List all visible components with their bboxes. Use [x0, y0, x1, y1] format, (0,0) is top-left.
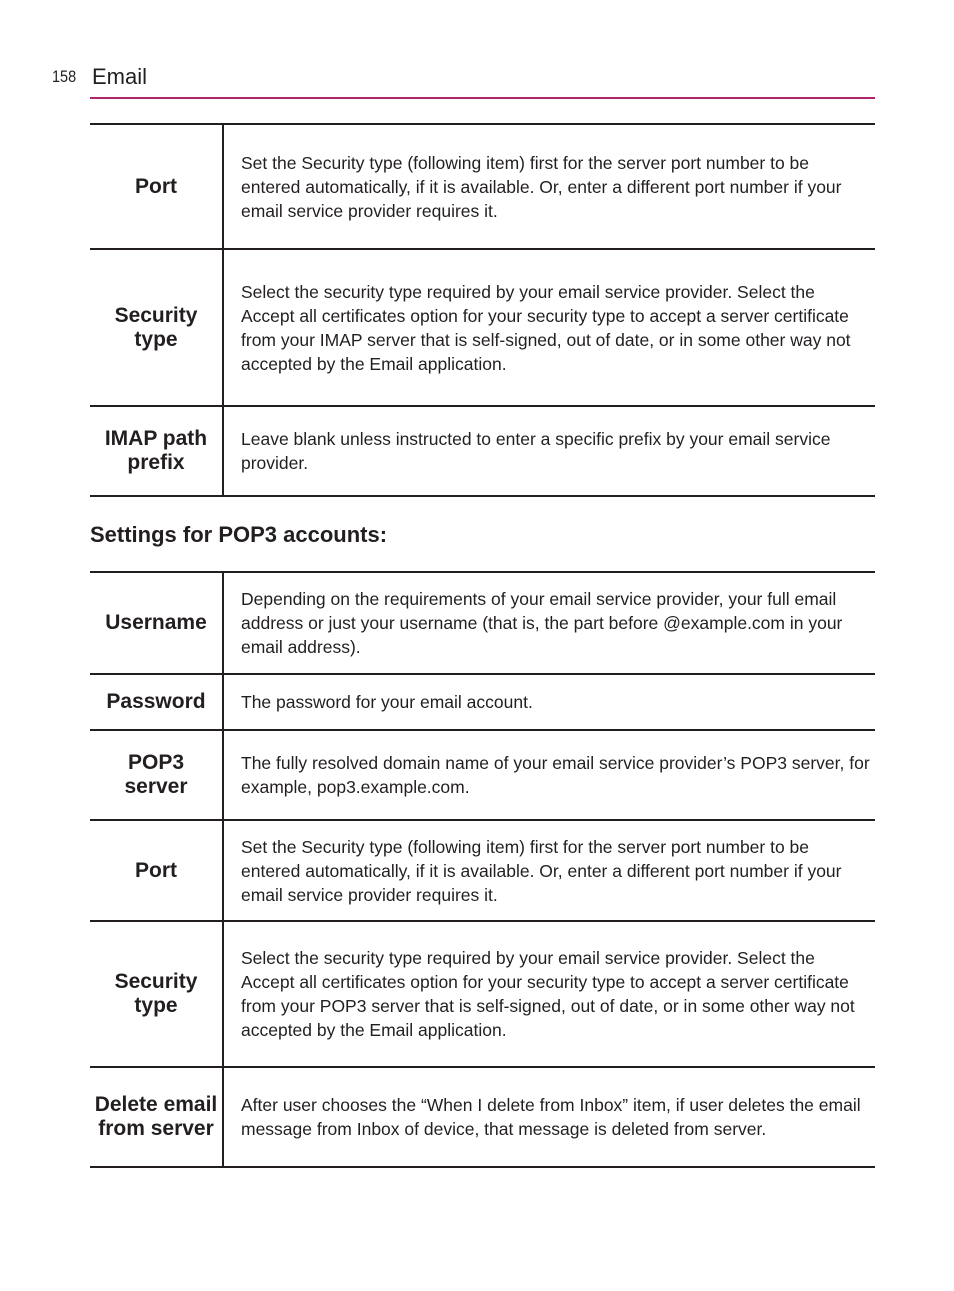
table-row [90, 406, 875, 496]
section-title: Email [92, 64, 148, 89]
pop3-settings-table [90, 571, 875, 1168]
setting-label: Username [90, 572, 223, 674]
setting-description: Depending on the requirements of your email service provider, your full email address or just your username (that is, the part before @example.com in your email address). [223, 572, 875, 674]
setting-description: After user chooses the “When I delete from Inbox” item, if user deletes the email message from Inbox of device, that message is deleted from server. [223, 1067, 875, 1167]
setting-label: Security type [90, 249, 223, 406]
table-row [90, 572, 875, 674]
setting-description: The fully resolved domain name of your email service provider’s POP3 server, for example, pop3.example.com. [223, 730, 875, 820]
setting-description: The password for your email account. [223, 674, 875, 730]
setting-label: Port [90, 124, 223, 249]
setting-description: Set the Security type (following item) first for the server port number to be entered automatically, if it is available. Or, enter a different port number if your email service provider requires it. [223, 820, 875, 921]
table-row [90, 921, 875, 1067]
imap-settings-table [90, 123, 875, 497]
page-number: 158 [52, 67, 77, 86]
setting-label: Security type [90, 921, 223, 1067]
setting-description: Set the Security type (following item) first for the server port number to be entered automatically, if it is available. Or, enter a different port number if your email service provider requires it. [223, 124, 875, 249]
table-row [90, 674, 875, 730]
table-row [90, 1067, 875, 1167]
page-header [52, 62, 875, 98]
table-row [90, 820, 875, 921]
header-divider [90, 97, 875, 99]
table-row [90, 249, 875, 406]
setting-label: Delete email from server [90, 1067, 223, 1167]
setting-description: Select the security type required by your email service provider. Select the Accept all certificates option for your security type to accept a server certificate from your POP3 server that is self-signed, out of date, or in some other way not accepted by the Email application. [223, 921, 875, 1067]
table-row [90, 124, 875, 249]
setting-label: Port [90, 820, 223, 921]
table-row [90, 730, 875, 820]
setting-label: POP3 server [90, 730, 223, 820]
setting-label: Password [90, 674, 223, 730]
setting-description: Select the security type required by your email service provider. Select the Accept all certificates option for your security type to accept a server certificate from your IMAP server that is self-signed, out of date, or in some other way not accepted by the Email application. [223, 249, 875, 406]
pop3-section-heading: Settings for POP3 accounts: [90, 522, 388, 547]
setting-label: IMAP path prefix [90, 406, 223, 496]
setting-description: Leave blank unless instructed to enter a specific prefix by your email service provider. [223, 406, 875, 496]
